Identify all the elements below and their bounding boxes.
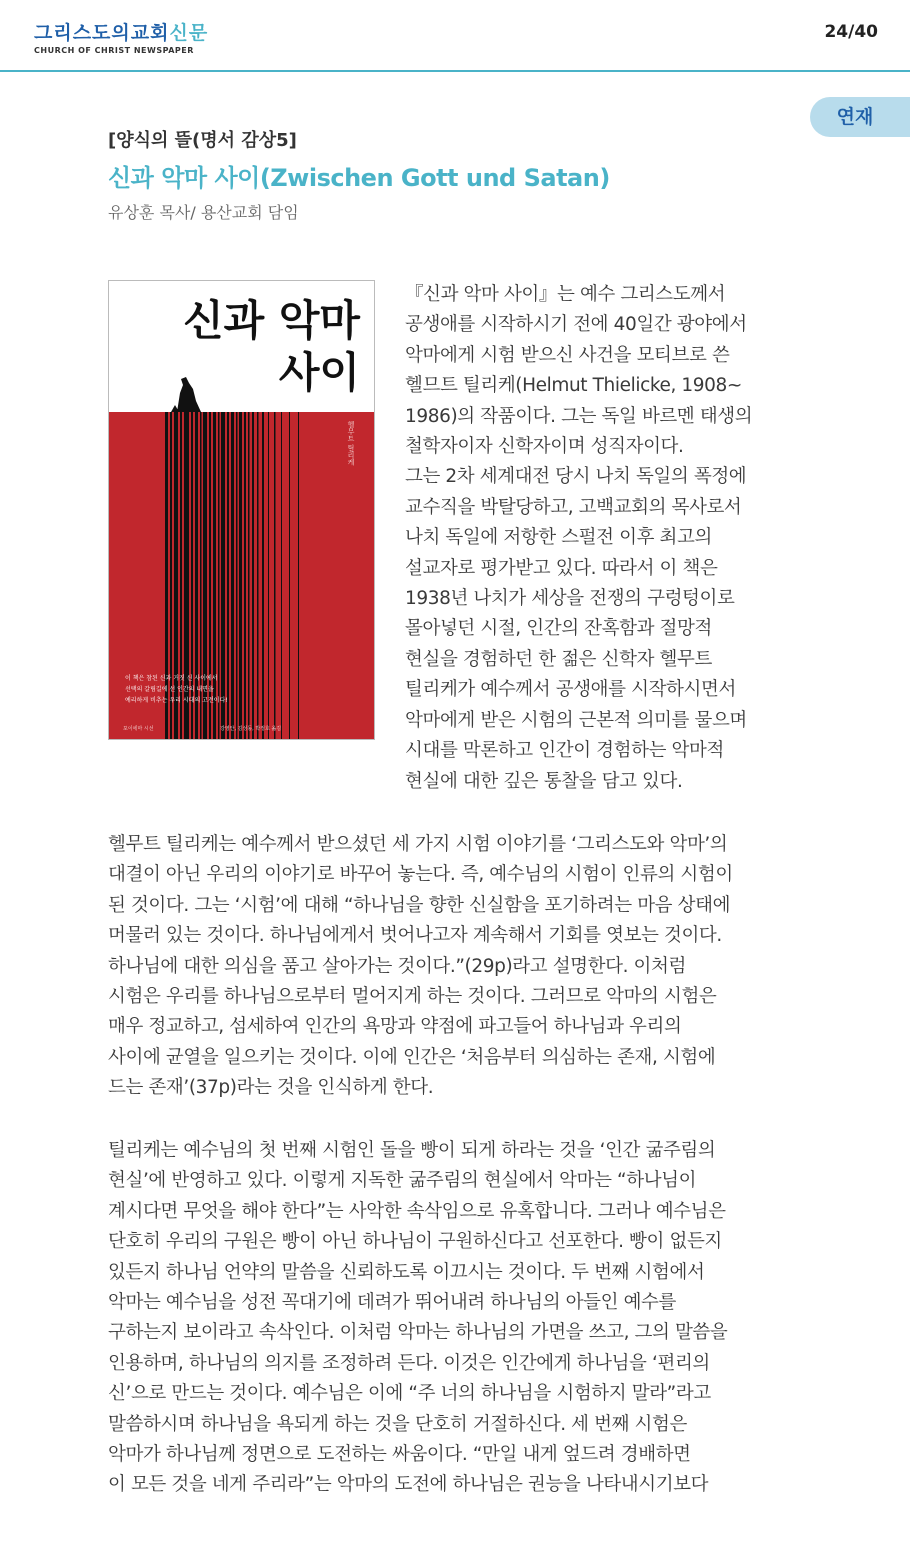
page-header: [0, 0, 910, 72]
text-line: 구하는지 보이라고 속삭인다. 이처럼 악마는 하나님의 가면을 쓰고, 그의 말씀을: [108, 1322, 728, 1344]
book-cover-publisher: 포이에마 시선: [123, 726, 154, 732]
text-line: 머물러 있는 것이다. 하나님에게서 벗어나고자 계속해서 기회를 엿보는 것이다.: [108, 925, 722, 947]
section-tag: 연재: [810, 97, 910, 137]
text-line: 1938년 나치가 세상을 전쟁의 구렁텅이로: [405, 588, 735, 610]
text-line: 교수직을 박탈당하고, 고백교회의 목사로서: [405, 496, 742, 518]
text-line: 악마에게 시험 받으신 사건을 모티브로 쓴: [405, 344, 730, 366]
book-cover-blurb-line: 이 책은 참된 신과 거짓 신 사이에서: [125, 675, 218, 682]
text-line: 철학자이자 신학자이며 성직자이다.: [405, 436, 684, 458]
text-line: 그는 2차 세계대전 당시 나치 독일의 폭정에: [405, 466, 747, 488]
text-line: 현실을 경험하던 한 젊은 신학자 헬무트: [405, 648, 712, 670]
text-line: 시험은 우리를 하나님으로부터 멀어지게 하는 것이다. 그러므로 악마의 시험은: [108, 986, 717, 1008]
text-line: 헬무트 틸리케는 예수께서 받으셨던 세 가지 시험 이야기를 ‘그리스도와 악마’의: [108, 834, 728, 855]
text-line: 대결이 아닌 우리의 이야기로 바꾸어 놓는다. 즉, 예수님의 시험이 인류의 시험이: [108, 864, 733, 886]
book-cover-image: [108, 280, 375, 740]
text-line: 틸리케는 예수님의 첫 번째 시험인 돌을 빵이 되게 하라는 것을 ‘인간 굶주림의: [108, 1140, 716, 1161]
page-number: 24/40: [824, 22, 878, 42]
text-line: 현실’에 반영하고 있다. 이렇게 지독한 굶주림의 현실에서 악마는 “하나님이: [108, 1170, 697, 1192]
text-line: 하나님에 대한 의심을 품고 살아가는 것이다.”(29p)라고 설명한다. 이처럼: [108, 955, 686, 977]
text-line: 몰아넣던 시절, 인간의 잔혹함과 절망적: [405, 618, 712, 640]
text-line: 계시다면 무엇을 해야 한다”는 사악한 속삭임으로 유혹합니다. 그러나 예수님은: [108, 1200, 726, 1222]
text-line: 『신과 악마 사이』는 예수 그리스도께서: [405, 284, 726, 305]
text-line: 공생애를 시작하시기 전에 40일간 광야에서: [405, 314, 747, 336]
book-cover-spine-text: 헬무트 틸리케: [347, 421, 355, 466]
article-author: 유상훈 목사/ 용산교회 담임: [108, 203, 299, 222]
body-paragraph-1: [108, 830, 788, 1104]
text-line: 매우 정교하고, 섬세하여 인간의 욕망과 약점에 파고들어 하나님과 우리의: [108, 1016, 682, 1038]
text-line: 된 것이다. 그는 ‘시험’에 대해 “하나님을 향한 신실함을 포기하려는 마음 상태에: [108, 894, 731, 916]
text-line: 드는 존재’(37p)라는 것을 인식하게 한다.: [108, 1077, 434, 1099]
logo-part2: 신문: [169, 22, 209, 44]
text-line: 악마에게 받은 시험의 근본적 의미를 물으며: [405, 709, 747, 731]
book-cover-blurb-line: 선택의 갈림길에 선 인간의 내면을: [125, 686, 214, 693]
text-line: 헬므트 틸리케(Helmut Thielicke, 1908~: [405, 375, 743, 397]
text-line: 틸리케가 예수께서 공생애를 시작하시면서: [405, 679, 736, 701]
text-line: 말씀하시며 하나님을 욕되게 하는 것을 단호히 거절하신다. 세 번째 시험은: [108, 1413, 687, 1435]
book-cover-blurb-line: 예리하게 비추는 우리 시대의 고전이다!: [125, 697, 228, 704]
barcode-bars-illustration: [109, 281, 375, 740]
text-line: 단호히 우리의 구원은 빵이 아닌 하나님이 구원하신다고 선포한다. 빵이 없든지: [108, 1231, 722, 1253]
body-paragraph-2: [108, 1136, 788, 1501]
text-line: 신’으로 만드는 것이다. 예수님은 이에 “주 너의 하나님을 시험하지 말라”라고: [108, 1383, 711, 1405]
text-line: 현실에 대한 깊은 통찰을 담고 있다.: [405, 770, 683, 792]
text-line: 인용하며, 하나님의 의지를 조정하려 든다. 이것은 인간에게 하나님을 ‘편리의: [108, 1352, 710, 1374]
newspaper-logo[interactable]: [34, 22, 208, 55]
text-line: 악마가 하나님께 정면으로 도전하는 싸움이다. “만일 내게 엎드려 경배하면: [108, 1444, 691, 1466]
article-title: 신과 악마 사이(Zwischen Gott und Satan): [108, 164, 610, 192]
intro-paragraph: [405, 280, 785, 797]
text-line: 사이에 균열을 일으키는 것이다. 이에 인간은 ‘처음부터 의심하는 존재, 시험에: [108, 1046, 716, 1068]
text-line: 나치 독일에 저항한 스펄전 이후 최고의: [405, 527, 712, 549]
logo-english: CHURCH OF CHRIST NEWSPAPER: [34, 46, 194, 55]
text-line: 악마는 예수님을 성전 꼭대기에 데려가 뛰어내려 하나님의 아들인 예수를: [108, 1292, 676, 1314]
text-line: 설교자로 평가받고 있다. 따라서 이 책은: [405, 557, 718, 579]
logo-part1: 그리스도의교회: [34, 22, 170, 44]
text-line: 있든지 하나님 언약의 말씀을 신뢰하도록 이끄시는 것이다. 두 번째 시험에서: [108, 1261, 705, 1283]
text-line: 이 모든 것을 네게 주리라”는 악마의 도전에 하나님은 권능을 나타내시기보다: [108, 1474, 709, 1496]
series-label: [양식의 뜰(명서 감상5]: [108, 130, 297, 151]
book-cover-title-line2: 사이: [278, 348, 360, 397]
silhouette-figure-icon: [177, 377, 201, 412]
text-line: 1986)의 작품이다. 그는 독일 바르멘 태생의: [405, 405, 753, 427]
book-cover-translators: 강영안, 김성동, 박정호 옮김: [220, 726, 282, 732]
text-line: 시대를 막론하고 인간이 경험하는 악마적: [405, 740, 724, 762]
book-cover-title-line1: 신과 악마: [183, 296, 360, 345]
logo-korean: [34, 22, 208, 44]
book-cover-blurb: [125, 673, 365, 706]
